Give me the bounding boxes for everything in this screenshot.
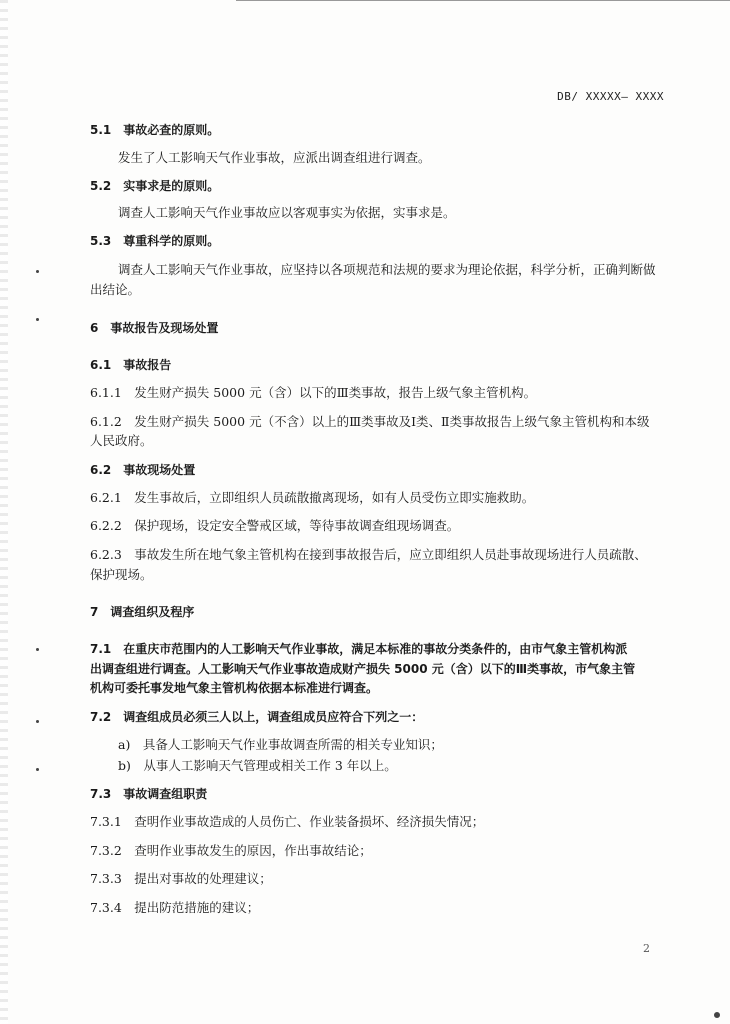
clause-line: 保护现场。 <box>90 567 153 582</box>
scan-speck <box>36 720 39 723</box>
clause-heading: 6.1 事故报告 <box>90 358 172 372</box>
clause-heading: 5.1 事故必查的原则。 <box>90 123 220 137</box>
section-heading: 7 调查组织及程序 <box>90 605 195 619</box>
clause-line: 机构可委托事发地气象主管机构依据本标准进行调查。 <box>90 681 379 695</box>
clause-heading: 5.3 尊重科学的原则。 <box>90 234 220 248</box>
paragraph-line: 发生了人工影响天气作业事故，应派出调查组进行调查。 <box>118 150 431 165</box>
clause-line: 7.3.1 查明作业事故造成的人员伤亡、作业装备损坏、经济损失情况； <box>90 814 485 829</box>
clause-line: 6.2.2 保护现场，设定安全警戒区域，等待事故调查组现场调查。 <box>90 518 460 533</box>
clause-heading: 5.2 实事求是的原则。 <box>90 179 220 193</box>
scan-speck <box>36 768 39 771</box>
section-heading: 6 事故报告及现场处置 <box>90 321 219 335</box>
paragraph-line: 调查人工影响天气作业事故应以客观事实为依据，实事求是。 <box>118 205 456 220</box>
scan-speck <box>36 318 39 321</box>
list-item: b) 从事人工影响天气管理或相关工作 3 年以上。 <box>118 758 397 773</box>
clause-line: 6.2.3 事故发生所在地气象主管机构在接到事故报告后，应立即组织人员赴事故现场进行人员疏散、 <box>90 547 647 562</box>
clause-line: 6.1.2 发生财产损失 5000 元（不含）以上的Ⅲ类事故及Ⅰ类、Ⅱ类事故报告上级气象主管机构和本级 <box>90 414 650 429</box>
clause-heading: 7.3 事故调查组职责 <box>90 787 208 801</box>
paragraph-line: 出结论。 <box>90 282 141 297</box>
clause-line: 7.3.2 查明作业事故发生的原因，作出事故结论； <box>90 843 372 858</box>
page-number: 2 <box>643 942 650 955</box>
clause-line: 7.2 调查组成员必须三人以上，调查组成员应符合下列之一： <box>90 710 424 724</box>
scan-speck <box>714 1012 720 1018</box>
clause-line: 6.1.1 发生财产损失 5000 元（含）以下的Ⅲ类事故，报告上级气象主管机构。 <box>90 385 537 400</box>
document-code: DB/ XXXXX— XXXX <box>557 90 664 103</box>
clause-line: 7.3.4 提出防范措施的建议； <box>90 900 260 915</box>
clause-line: 出调查组进行调查。人工影响天气作业事故造成财产损失 5000 元（含）以下的Ⅲ类事故，市气象主管 <box>90 662 636 676</box>
scan-speck <box>36 648 39 651</box>
list-item: a) 具备人工影响天气作业事故调查所需的相关专业知识； <box>118 737 443 752</box>
clause-line: 6.2.1 发生事故后，立即组织人员疏散撤离现场，如有人员受伤立即实施救助。 <box>90 490 535 505</box>
scan-edge <box>0 0 8 1024</box>
paragraph-line: 调查人工影响天气作业事故，应坚持以各项规范和法规的要求为理论依据，科学分析，正确判断做 <box>118 262 656 277</box>
scan-speck <box>36 270 39 273</box>
top-rule <box>236 0 730 1</box>
clause-heading: 6.2 事故现场处置 <box>90 463 196 477</box>
clause-line: 7.1 在重庆市范围内的人工影响天气作业事故，满足本标准的事故分类条件的，由市气象主管机构派 <box>90 642 628 656</box>
clause-line: 人民政府。 <box>90 433 153 448</box>
clause-line: 7.3.3 提出对事故的处理建议； <box>90 871 272 886</box>
